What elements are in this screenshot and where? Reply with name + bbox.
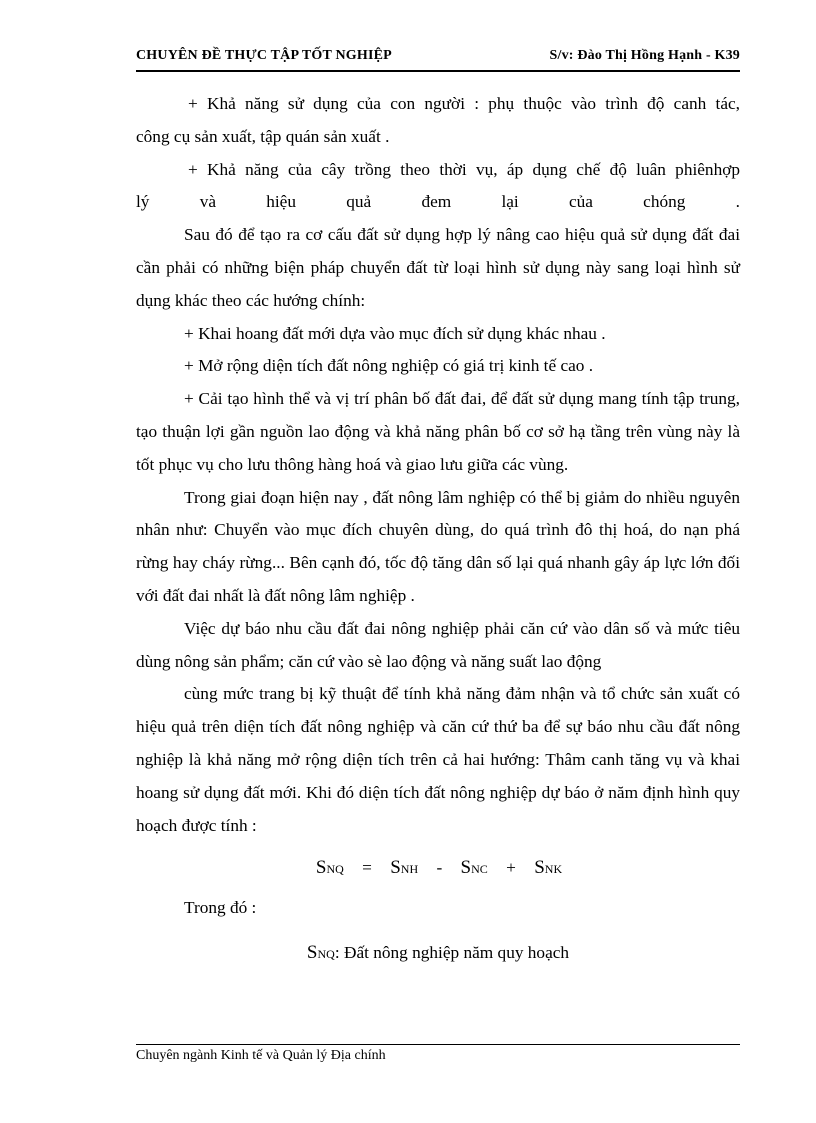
formula-sub-nh: NH bbox=[400, 862, 419, 877]
header-author: S/v: Đào Thị Hồng Hạnh - K39 bbox=[549, 48, 740, 63]
paragraph-7: Trong giai đoạn hiện nay , đất nông lâm nghiệp có thể bị giảm do nhiều nguyên nhân như: Chuyển vào mục đích chuyên dùng, do quá trình đô thị hoá, do nạn phá rừng hay cháy rừng... Bên cạnh đó, tốc độ tăng dân số lại quá nhanh gây áp lực lớn đối với đất đai nhất là đất nông lâm nghiệp . bbox=[136, 487, 740, 605]
paragraph-2-line-1: + Khả năng của cây trồng theo thời vụ, áp dụng chế độ luân phiênhợp bbox=[188, 159, 740, 179]
formula-s-2: S bbox=[390, 857, 401, 879]
formula-s-3: S bbox=[460, 857, 472, 879]
header-title: CHUYÊN ĐỀ THỰC TẬP TỐT NGHIỆP bbox=[136, 48, 392, 63]
formula-s-4: S bbox=[534, 857, 545, 879]
definition-s: S bbox=[306, 941, 318, 963]
definition-sub: NQ bbox=[317, 946, 335, 961]
document-body bbox=[136, 88, 740, 971]
formula-plus: + bbox=[506, 858, 516, 878]
formula-equals: = bbox=[362, 858, 372, 878]
paragraph-4: + Khai hoang đất mới dựa vào mục đích sử dụng khác nhau . bbox=[184, 323, 606, 343]
formula-sub-nc: NC bbox=[471, 862, 488, 877]
header-rule bbox=[136, 70, 740, 72]
land-formula bbox=[136, 852, 740, 886]
paragraph-6: + Cải tạo hình thể và vị trí phân bố đất đai, để đất sử dụng mang tính tập trung, tạo thuận lợi gần nguồn lao động và khả năng phân bố cơ sở hạ tầng trên vùng này là tốt phục vụ cho lưu thông hàng hoá và giao lưu giữa các vùng. bbox=[136, 389, 740, 474]
definition-text: : Đất nông nghiệp năm quy hoạch bbox=[334, 942, 570, 962]
paragraph-2-line-2: lý và hiệu quả đem lại của chóng . bbox=[136, 192, 740, 212]
formula-minus: - bbox=[436, 858, 443, 878]
page-footer: Chuyên ngành Kinh tế và Quản lý Địa chính bbox=[136, 1048, 386, 1063]
paragraph-8: Việc dự báo nhu cầu đất đai nông nghiệp phải căn cứ vào dân số và mức tiêu dùng nông sản phẩm; căn cứ vào sè lao động và năng suất lao động bbox=[136, 618, 740, 671]
paragraph-3: Sau đó để tạo ra cơ cấu đất sử dụng hợp lý nâng cao hiệu quả sử dụng đất đai cần phải có những biện pháp chuyển đất từ loại hình sử dụng này sang loại hình sử dụng khác theo các hướng chính: bbox=[136, 225, 740, 310]
paragraph-1-line-2: công cụ sản xuất, tập quán sản xuất . bbox=[136, 126, 390, 146]
paragraph-5: + Mở rộng diện tích đất nông nghiệp có giá trị kinh tế cao . bbox=[184, 356, 594, 376]
definition-snq bbox=[136, 937, 740, 971]
paragraph-1-line-1: + Khả năng sử dụng của con người : phụ thuộc vào trình độ canh tác, bbox=[188, 94, 740, 113]
definition-label: Trong đó : bbox=[184, 898, 257, 918]
paragraph-9: cùng mức trang bị kỹ thuật để tính khả năng đảm nhận và tổ chức sản xuất có hiệu quả trên diện tích đất nông nghiệp và căn cứ thứ ba để sự báo nhu cầu đất nông nghiệp là khả năng mở rộng diện tích trên cả hai hướng: Thâm canh tăng vụ và khai hoang sử dụng đất mới. Khi đó diện tích đất nông nghiệp dự báo ở năm định hình quy hoạch được tính : bbox=[136, 684, 740, 835]
formula-s-1: S bbox=[315, 857, 327, 879]
footer-rule bbox=[136, 1044, 740, 1045]
formula-sub-nq: NQ bbox=[326, 862, 344, 877]
formula-sub-nk: NK bbox=[544, 862, 563, 877]
